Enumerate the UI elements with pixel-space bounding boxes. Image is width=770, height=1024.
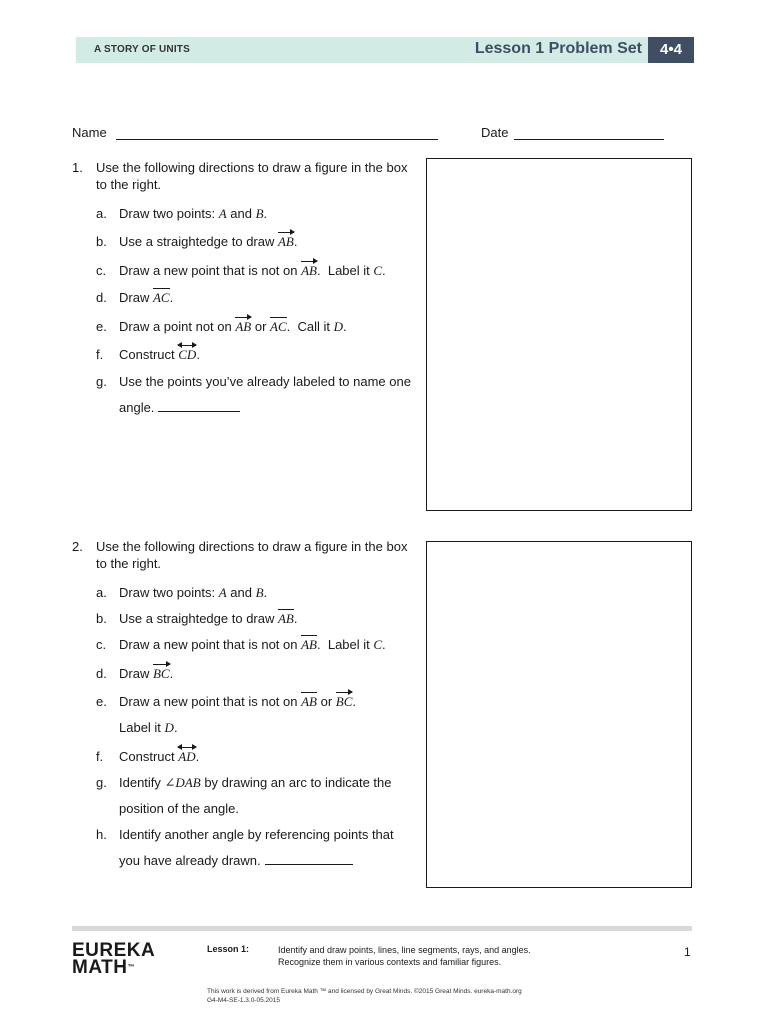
problem-stem: Use the following directions to draw a figure in the box to the right. <box>96 539 408 571</box>
segment-ab: AB <box>301 694 317 709</box>
page-number: 1 <box>684 945 691 959</box>
footer-lesson-label: Lesson 1: <box>207 944 250 954</box>
eureka-math-logo: EUREKA MATH™ <box>72 940 156 978</box>
date-field[interactable] <box>481 125 664 140</box>
lesson-title: Lesson 1 Problem Set <box>474 40 642 57</box>
segment-ac: AC <box>270 319 287 334</box>
problem-number: 1. <box>72 160 83 175</box>
segment-ab: AB <box>277 611 294 626</box>
answer-blank[interactable] <box>158 400 240 412</box>
segment-ab: AB <box>301 637 317 652</box>
drawing-box-1[interactable] <box>426 158 692 511</box>
problem-stem: Use the following directions to draw a figure in the box to the right. <box>96 160 408 192</box>
ray-bc: BC <box>335 694 353 709</box>
name-label: Name <box>72 125 107 140</box>
footer-credit: This work is derived from Eureka Math ™ and licensed by Great Minds. ©2015 Great Minds. eureka-math.org G4-M4-SE-1.3.0-05.2015 <box>207 988 522 1004</box>
ray-ab: AB <box>277 234 294 249</box>
ray-bc: BC <box>152 666 170 681</box>
date-blank[interactable] <box>514 125 664 140</box>
page-header <box>76 37 694 63</box>
problem-number: 2. <box>72 539 83 554</box>
line-ad: AD <box>178 749 195 765</box>
date-label: Date <box>481 125 509 140</box>
segment-ac: AC <box>152 290 170 305</box>
module-badge: 4•4 <box>648 37 694 63</box>
name-field[interactable] <box>72 125 438 140</box>
drawing-box-2[interactable] <box>426 541 692 888</box>
line-cd: CD <box>178 347 196 363</box>
name-blank[interactable] <box>116 125 438 140</box>
ray-ab: AB <box>301 263 317 278</box>
curriculum-title: A STORY OF UNITS <box>94 44 190 55</box>
answer-blank[interactable] <box>265 853 353 865</box>
footer-lesson-description: Identify and draw points, lines, line segments, rays, and angles. Recognize them in various contexts and familiar figures. <box>278 945 531 967</box>
angle-dab: ∠DAB <box>164 775 201 790</box>
footer-divider <box>72 926 692 931</box>
ray-ab: AB <box>235 319 252 334</box>
